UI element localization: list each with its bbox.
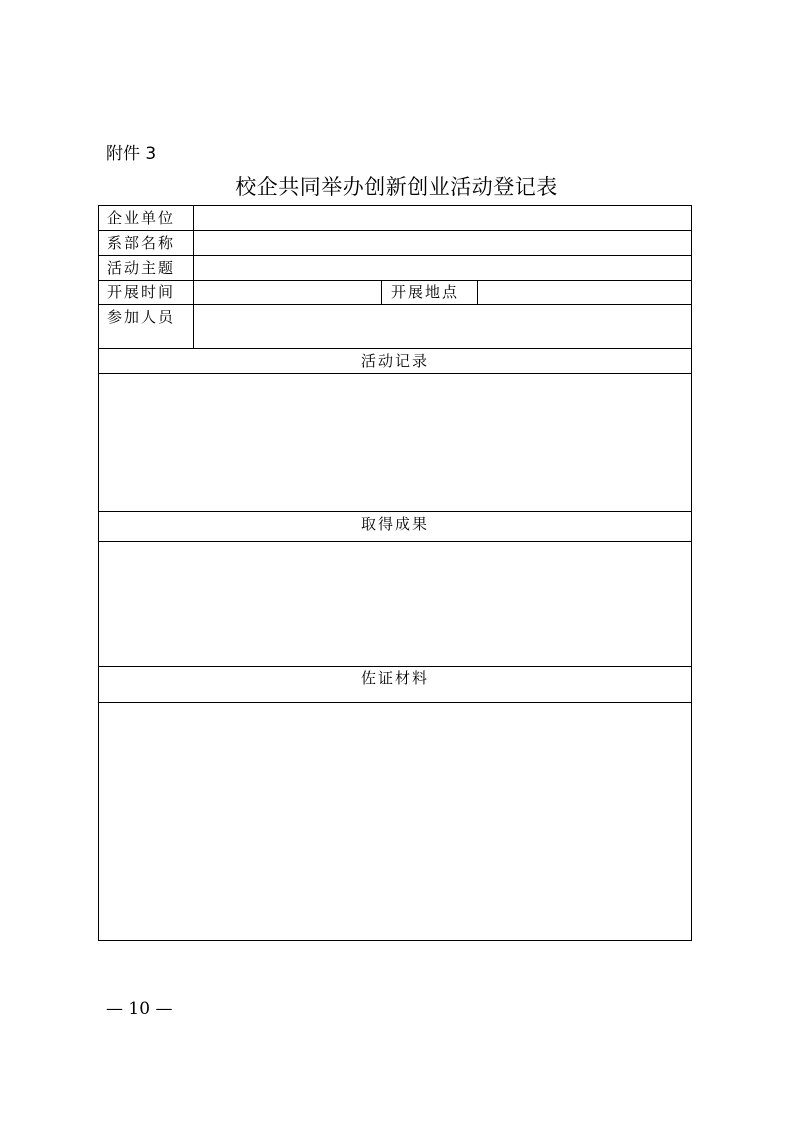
row-divider — [98, 373, 692, 374]
activity-record-area[interactable] — [100, 375, 690, 510]
evidence-heading: 佐证材料 — [360, 669, 429, 687]
company-field[interactable] — [195, 207, 690, 229]
department-field[interactable] — [195, 232, 690, 254]
form-border-top — [98, 205, 692, 206]
activity-theme-field[interactable] — [195, 257, 690, 279]
time-label: 开展时间 — [107, 283, 176, 301]
form-border-bottom — [98, 940, 692, 941]
row-divider — [98, 541, 692, 542]
location-label: 开展地点 — [391, 283, 460, 301]
form-title: 校企共同举办创新创业活动登记表 — [235, 175, 558, 199]
row-divider — [98, 348, 692, 349]
row-divider — [98, 280, 692, 281]
results-heading: 取得成果 — [360, 515, 429, 533]
location-field[interactable] — [479, 282, 690, 303]
row-divider — [98, 304, 692, 305]
registration-form — [98, 205, 692, 941]
department-label: 系部名称 — [107, 234, 176, 252]
form-border-left — [98, 205, 99, 941]
row-divider — [98, 666, 692, 667]
location-label-divider-left — [381, 280, 382, 305]
results-area[interactable] — [100, 543, 690, 665]
form-border-right — [691, 205, 692, 941]
activity-theme-label: 活动主题 — [107, 259, 176, 277]
row-divider — [98, 255, 692, 256]
row-divider — [98, 702, 692, 703]
activity-record-heading: 活动记录 — [360, 352, 429, 370]
participants-field[interactable] — [195, 306, 690, 347]
evidence-area[interactable] — [100, 704, 690, 939]
label-column-divider — [193, 205, 194, 349]
company-label: 企业单位 — [107, 209, 176, 227]
time-field[interactable] — [195, 282, 379, 303]
row-divider — [98, 230, 692, 231]
attachment-label: 附件 3 — [106, 144, 157, 164]
location-label-divider-right — [477, 280, 478, 305]
page-number: — 10 — — [106, 999, 173, 1019]
row-divider — [98, 511, 692, 512]
participants-label: 参加人员 — [107, 308, 176, 326]
